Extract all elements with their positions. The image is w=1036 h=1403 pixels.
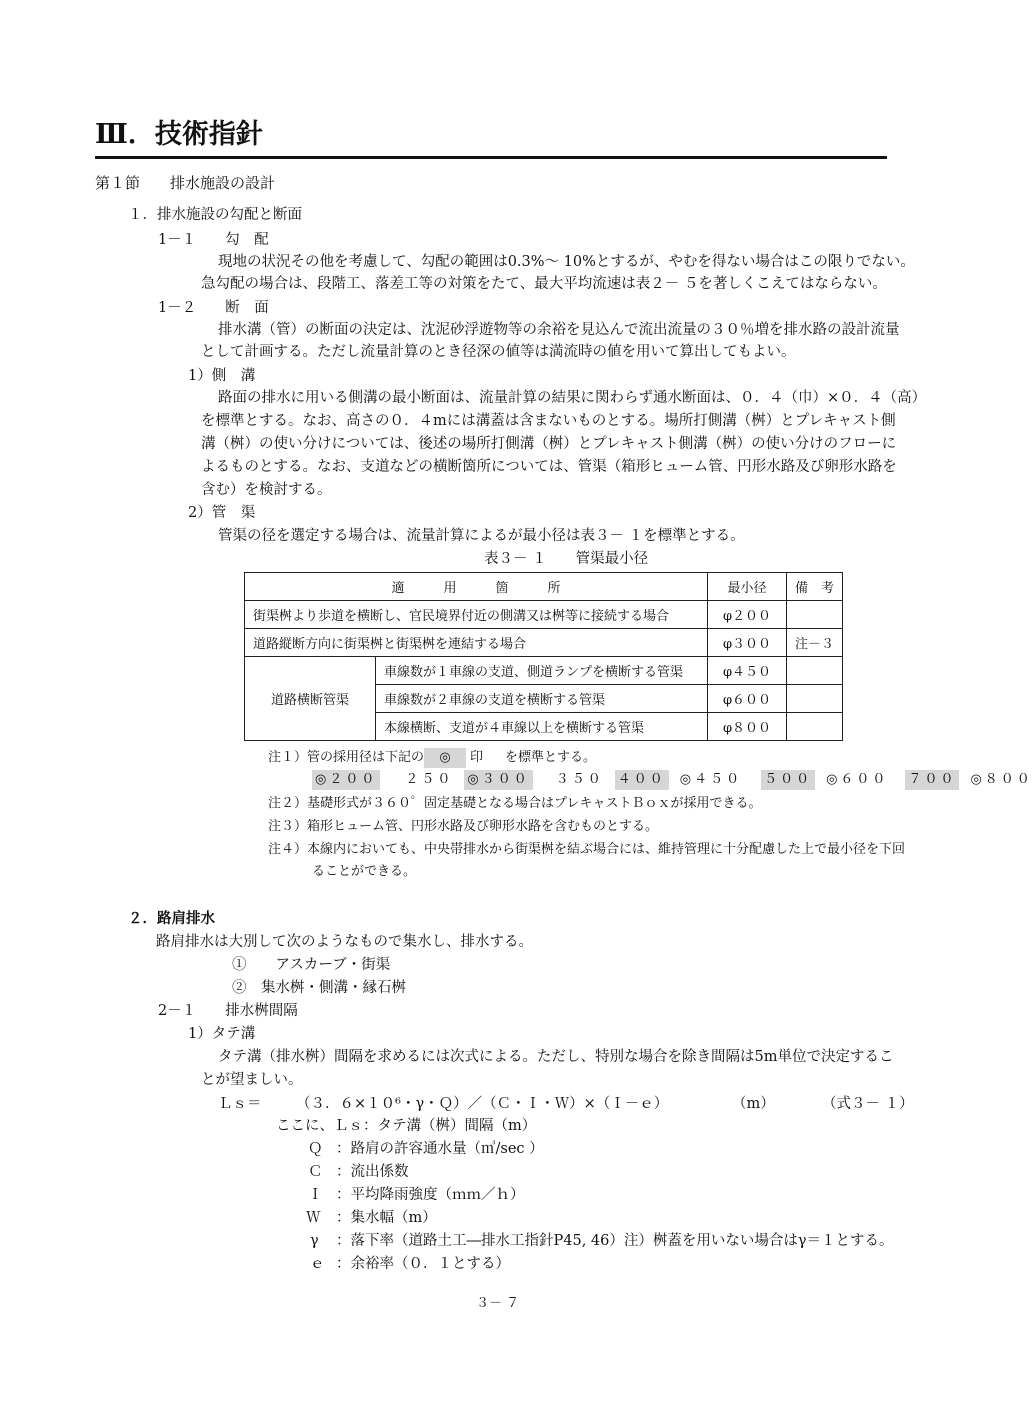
table-cell-place: 道路縦断方向に街渠桝と街渠桝を連結する場合 [245, 629, 708, 657]
table-row [245, 601, 843, 629]
table-cell-note [787, 601, 843, 629]
diameter-list [312, 770, 1036, 790]
var-symbol: ｅ [310, 1256, 325, 1272]
s2-p3: とが望ましい。 [201, 1072, 303, 1088]
table-cell-note [787, 685, 843, 713]
note-1 [268, 748, 596, 768]
diameter-item: ◎６００ [826, 772, 889, 787]
formula-label: （式３－ １） [822, 1096, 914, 1112]
page-number: ３－ ７ [476, 1296, 520, 1311]
table-cell-note: 注－３ [787, 629, 843, 657]
s1-2-title: 1－２ 断 面 [158, 300, 269, 316]
diameter-item: ５００ [761, 770, 815, 790]
sokko-line: よるものとする。なお、支道などの横断箇所については、管渠（箱形ヒューム管、円形水路及び卵形水路を [201, 459, 897, 475]
formula-lhs: Ｌｓ＝ [218, 1096, 262, 1112]
table-cell-diameter: φ３００ [708, 629, 787, 657]
table-cell-diameter: φ４５０ [708, 657, 787, 685]
var-desc: ：落下率（道路土工―排水工指針P45, 46）注）桝蓋を用いない場合はγ＝１とする。 [336, 1233, 894, 1249]
table-cell-place: 車線数が２車線の支道を横断する管渠 [376, 685, 708, 713]
note-1-tail: を標準とする。 [505, 750, 597, 765]
var-desc: ：流出係数 [336, 1164, 409, 1180]
tate-title: 1）タテ溝 [188, 1026, 256, 1042]
s1-heading: １．排水施設の勾配と断面 [128, 207, 302, 223]
table-cell-diameter: φ２００ [708, 601, 787, 629]
var-desc: ：余裕率（０．１とする） [336, 1256, 510, 1272]
chapter-rule [95, 156, 887, 159]
var-desc: ：平均降雨強度（ｍｍ／ｈ） [336, 1187, 525, 1203]
diameter-item: ◎２００ [312, 770, 380, 790]
header-note: 備 考 [787, 573, 843, 601]
note-3: 注３）箱形ヒューム管、円形水路及び卵形水路を含むものとする。 [268, 819, 659, 834]
s2-p2: タテ溝（排水桝）間隔を求めるには次式による。ただし、特別な場合を除き間隔は5m単位で決定するこ [218, 1049, 894, 1065]
s2-heading: ２．路肩排水 [128, 910, 215, 927]
diameter-item: ◎４５０ [679, 772, 743, 787]
sokko-line: 路面の排水に用いる側溝の最小断面は、流量計算の結果に関わらず通水断面は、０．４（巾）×０．４（高） [218, 390, 927, 406]
section-title: 第１節 排水施設の設計 [95, 174, 276, 192]
sokko-line: 溝（桝）の使い分けについては、後述の場所打側溝（桝）とプレキャスト側溝（桝）の使い分けのフローに [201, 436, 897, 452]
diameter-item: ３５０ [555, 772, 604, 787]
header-place: 適 用 箇 所 [245, 573, 708, 601]
table-cell-place: 車線数が１車線の支道、側道ランプを横断する管渠 [376, 657, 708, 685]
sokko-line: を標準とする。なお、高さの０．４mには溝蓋は含まないものとする。場所打側溝（桝）とプレキャスト側 [201, 413, 896, 429]
diameter-item: ２５０ [405, 772, 454, 787]
table-caption: 表３－ １ 管渠最小径 [484, 551, 649, 567]
table-cell-note [787, 713, 843, 741]
diameter-item: ◎８００ [970, 772, 1033, 787]
s2-item: ① アスカーブ・街渠 [232, 957, 391, 973]
table-cell-diameter: φ６００ [708, 685, 787, 713]
table-cell-place: 街渠桝より歩道を横断し、官民境界付近の側溝又は桝等に接続する場合 [245, 601, 708, 629]
diameter-item: ７００ [905, 770, 959, 790]
note-1-text: 注１）管の採用径は下記の [268, 750, 425, 765]
sokko-line: 含む）を検討する。 [201, 482, 332, 498]
var-desc: ：路肩の許容通水量（㎥/sec ） [336, 1141, 544, 1157]
s2-p1: 路肩排水は大別して次のようなもので集水し、排水する。 [156, 934, 533, 950]
kankyo-p1: 管渠の径を選定する場合は、流量計算によるが最小径は表３－ １を標準とする。 [218, 528, 745, 544]
var-symbol: Ｉ [308, 1187, 323, 1203]
note-1-mark: ◎ [424, 748, 466, 768]
table-header-row [245, 573, 843, 601]
sokko-title: 1）側 溝 [188, 368, 256, 384]
table-row [245, 629, 843, 657]
chapter-title: Ⅲ．技術指針 [95, 119, 263, 150]
var-symbol: Ｗ [306, 1210, 321, 1226]
where-line: ここに、Ｌｓ：タテ溝（桝）間隔（m） [276, 1118, 537, 1134]
note-2: 注２）基礎形式が３６０゜固定基礎となる場合はプレキャストＢｏｘが採用できる。 [268, 796, 762, 811]
s2-1-title: 2－１ 排水桝間隔 [158, 1003, 298, 1019]
table-row [245, 657, 843, 685]
diameter-item: ◎３００ [464, 770, 532, 790]
kankyo-title: 2）管 渠 [188, 505, 256, 521]
header-diameter: 最小径 [708, 573, 787, 601]
formula-unit: （m） [732, 1096, 775, 1112]
var-symbol: Ｃ [308, 1164, 323, 1180]
var-desc: ：集水幅（m） [336, 1210, 437, 1226]
var-symbol: Ｑ [308, 1141, 323, 1157]
s1-1-p1: 現地の状況その他を考慮して、勾配の範囲は0.3%～ 10%とするが、やむを得ない場合はこの限りでない。 [218, 254, 915, 270]
table-cell-place: 本線横断、支道が４車線以上を横断する管渠 [376, 713, 708, 741]
var-symbol: γ [310, 1233, 319, 1249]
s1-1-p2: 急勾配の場合は、段階工、落差工等の対策をたて、最大平均流速は表２－ ５を著しくこえてはならない。 [201, 276, 887, 292]
diameter-item: ４００ [615, 770, 669, 790]
min-diameter-table [244, 572, 843, 741]
formula-body: （３．６×１０⁶・γ・Ｑ）／（Ｃ・Ｉ・Ｗ）×（Ｉ－ｅ） [296, 1096, 669, 1112]
table-cell-note [787, 657, 843, 685]
s1-1-title: 1－１ 勾 配 [158, 232, 269, 248]
note-1-mark-label: 印 [470, 750, 484, 765]
note-4: 注４）本線内においても、中央帯排水から街渠桝を結ぶ場合には、維持管理に十分配慮した上で最小径を下回 [268, 842, 906, 857]
s1-2-p1: 排水溝（管）の断面の決定は、沈泥砂浮遊物等の余裕を見込んで流出流量の３０％増を排水路の設計流量 [218, 322, 900, 338]
table-cell-diameter: φ８００ [708, 713, 787, 741]
s1-2-p2: として計画する。ただし流量計算のとき径深の値等は満流時の値を用いて算出してもよい。 [201, 344, 796, 360]
note-4-cont: ることができる。 [312, 864, 417, 879]
table-group-label: 道路横断管渠 [245, 657, 376, 741]
s2-item: ② 集水桝・側溝・縁石桝 [232, 980, 406, 996]
